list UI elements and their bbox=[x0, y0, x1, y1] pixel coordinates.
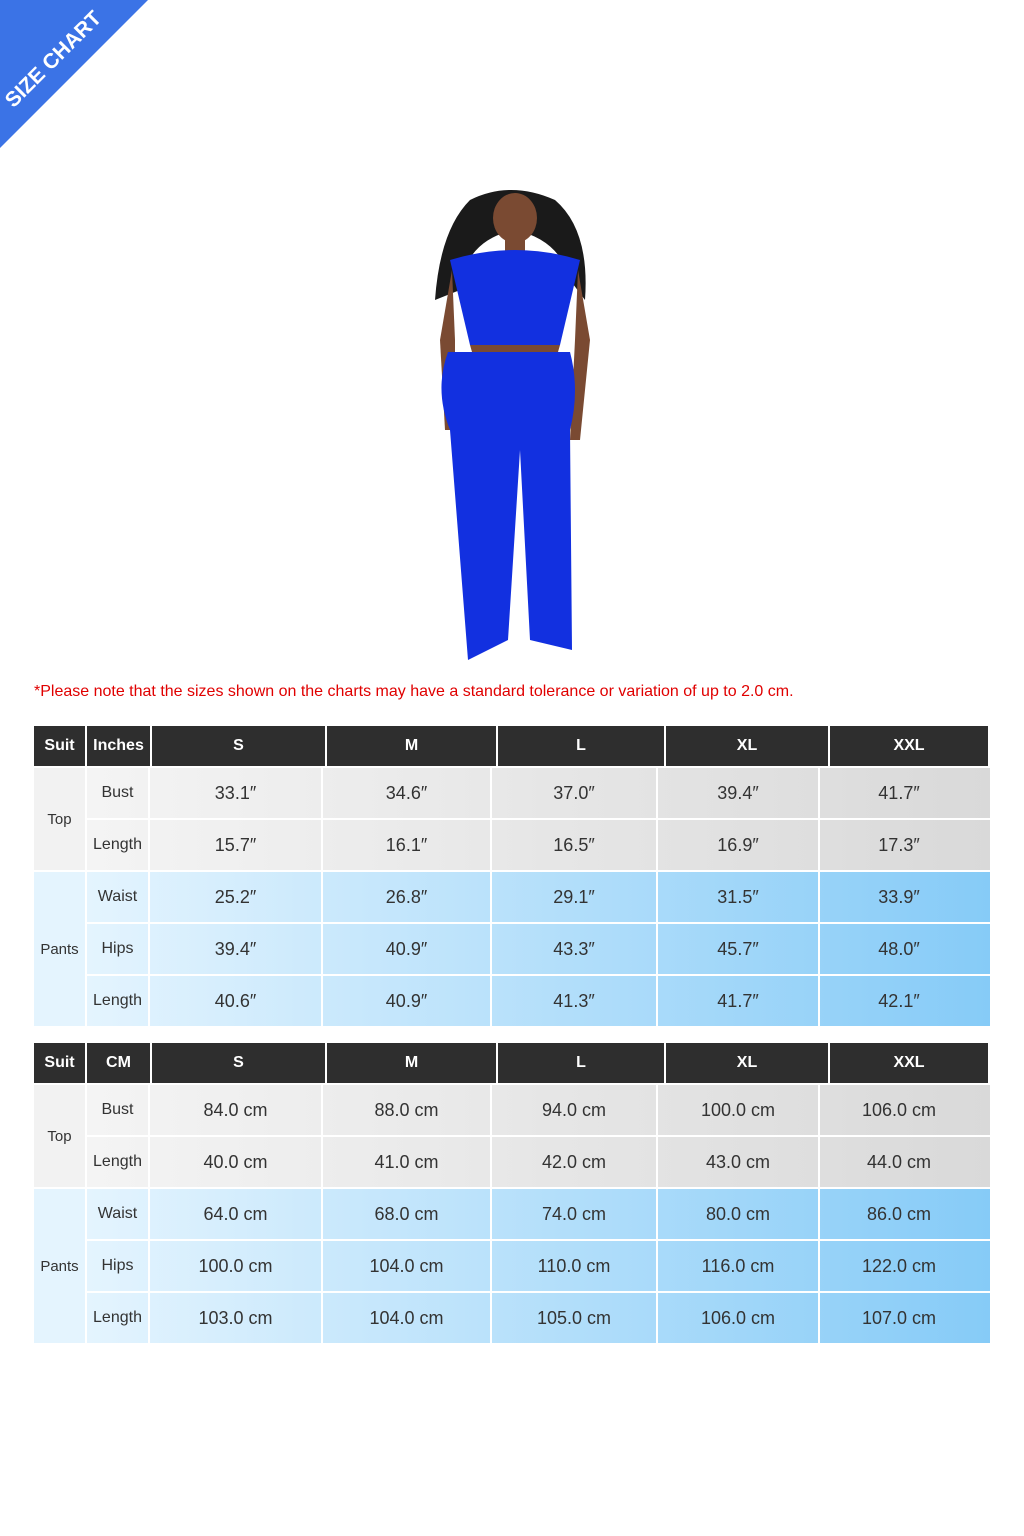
measure-label: Length bbox=[87, 1293, 150, 1343]
size-value: 37.0″ bbox=[492, 768, 658, 818]
header-cell: S bbox=[152, 1043, 325, 1083]
header-cell: CM bbox=[87, 1043, 150, 1083]
group-label: Pants bbox=[34, 1189, 85, 1345]
group-rows bbox=[87, 768, 990, 872]
header-cell: Inches bbox=[87, 726, 150, 766]
size-value: 15.7″ bbox=[150, 820, 323, 870]
tolerance-note: *Please note that the sizes shown on the charts may have a standard tolerance or variation of up to 2.0 cm. bbox=[34, 683, 794, 700]
group-label: Top bbox=[34, 768, 85, 872]
table-row bbox=[87, 820, 990, 872]
banner-text: SIZE CHART bbox=[0, 6, 107, 113]
size-value: 74.0 cm bbox=[492, 1189, 658, 1239]
table-row bbox=[87, 1241, 990, 1293]
size-value: 29.1″ bbox=[492, 872, 658, 922]
size-value: 103.0 cm bbox=[150, 1293, 323, 1343]
size-value: 39.4″ bbox=[658, 768, 820, 818]
table-row bbox=[87, 976, 990, 1028]
header-cell: XL bbox=[666, 726, 828, 766]
header-cell: L bbox=[498, 726, 664, 766]
group-pants bbox=[34, 1189, 990, 1345]
table-row bbox=[87, 1085, 990, 1137]
header-cell: XXL bbox=[830, 1043, 988, 1083]
table-header-row bbox=[34, 726, 990, 766]
size-value: 122.0 cm bbox=[861, 1255, 937, 1276]
cm-size-table bbox=[34, 1043, 990, 1345]
table-row bbox=[87, 1293, 990, 1345]
size-value: 43.0 cm bbox=[658, 1137, 820, 1187]
size-value: 33.1″ bbox=[150, 768, 323, 818]
measure-label: Waist bbox=[87, 872, 150, 922]
table-row bbox=[87, 1189, 990, 1241]
group-pants bbox=[34, 872, 990, 1028]
header-cell: Suit bbox=[34, 1043, 85, 1083]
size-value: 116.0 cm bbox=[658, 1241, 820, 1291]
size-value: 48.0″ bbox=[878, 938, 920, 959]
measure-label: Hips bbox=[87, 1241, 150, 1291]
size-value: 34.6″ bbox=[323, 768, 492, 818]
table-row bbox=[87, 1137, 990, 1189]
size-value: 41.7″ bbox=[658, 976, 820, 1026]
size-value: 100.0 cm bbox=[658, 1085, 820, 1135]
product-model-image bbox=[420, 190, 610, 665]
group-top bbox=[34, 768, 990, 872]
header-cell: M bbox=[327, 726, 496, 766]
size-value: 84.0 cm bbox=[150, 1085, 323, 1135]
size-value: 41.7″ bbox=[878, 782, 920, 803]
size-value: 104.0 cm bbox=[323, 1241, 492, 1291]
header-cell: Suit bbox=[34, 726, 85, 766]
size-value: 42.0 cm bbox=[492, 1137, 658, 1187]
size-value: 40.6″ bbox=[150, 976, 323, 1026]
measure-label: Length bbox=[87, 1137, 150, 1187]
header-cell: XXL bbox=[830, 726, 988, 766]
header-cell: L bbox=[498, 1043, 664, 1083]
group-rows bbox=[87, 1189, 990, 1345]
group-label: Top bbox=[34, 1085, 85, 1189]
size-value: 88.0 cm bbox=[323, 1085, 492, 1135]
group-rows bbox=[87, 872, 990, 1028]
size-value: 110.0 cm bbox=[492, 1241, 658, 1291]
size-value: 31.5″ bbox=[658, 872, 820, 922]
size-value: 16.9″ bbox=[658, 820, 820, 870]
header-cell: S bbox=[152, 726, 325, 766]
size-value: 86.0 cm bbox=[866, 1203, 932, 1224]
group-rows bbox=[87, 1085, 990, 1189]
size-value: 44.0 cm bbox=[866, 1151, 932, 1172]
measure-label: Length bbox=[87, 820, 150, 870]
size-value: 16.1″ bbox=[323, 820, 492, 870]
size-value: 106.0 cm bbox=[658, 1293, 820, 1343]
size-value: 25.2″ bbox=[150, 872, 323, 922]
size-value: 107.0 cm bbox=[861, 1307, 937, 1328]
size-value: 106.0 cm bbox=[861, 1099, 937, 1120]
size-value: 26.8″ bbox=[323, 872, 492, 922]
header-cell: XL bbox=[666, 1043, 828, 1083]
size-value: 16.5″ bbox=[492, 820, 658, 870]
size-value: 33.9″ bbox=[878, 886, 920, 907]
inches-size-table bbox=[34, 726, 990, 1028]
measure-label: Hips bbox=[87, 924, 150, 974]
size-value: 64.0 cm bbox=[150, 1189, 323, 1239]
group-label: Pants bbox=[34, 872, 85, 1028]
size-value: 41.0 cm bbox=[323, 1137, 492, 1187]
size-value: 45.7″ bbox=[658, 924, 820, 974]
size-value: 104.0 cm bbox=[323, 1293, 492, 1343]
size-value: 40.9″ bbox=[323, 976, 492, 1026]
size-value: 100.0 cm bbox=[150, 1241, 323, 1291]
header-cell: M bbox=[327, 1043, 496, 1083]
measure-label: Bust bbox=[87, 1085, 150, 1135]
size-value: 40.0 cm bbox=[150, 1137, 323, 1187]
size-value: 40.9″ bbox=[323, 924, 492, 974]
size-value: 94.0 cm bbox=[492, 1085, 658, 1135]
table-row bbox=[87, 924, 990, 976]
size-value: 80.0 cm bbox=[658, 1189, 820, 1239]
measure-label: Length bbox=[87, 976, 150, 1026]
size-value: 68.0 cm bbox=[323, 1189, 492, 1239]
size-value: 39.4″ bbox=[150, 924, 323, 974]
measure-label: Waist bbox=[87, 1189, 150, 1239]
table-row bbox=[87, 768, 990, 820]
group-top bbox=[34, 1085, 990, 1189]
size-value: 41.3″ bbox=[492, 976, 658, 1026]
size-value: 43.3″ bbox=[492, 924, 658, 974]
size-value: 17.3″ bbox=[878, 834, 920, 855]
size-chart-banner bbox=[0, 0, 150, 150]
table-header-row bbox=[34, 1043, 990, 1083]
table-row bbox=[87, 872, 990, 924]
measure-label: Bust bbox=[87, 768, 150, 818]
size-value: 42.1″ bbox=[878, 990, 920, 1011]
size-value: 105.0 cm bbox=[492, 1293, 658, 1343]
